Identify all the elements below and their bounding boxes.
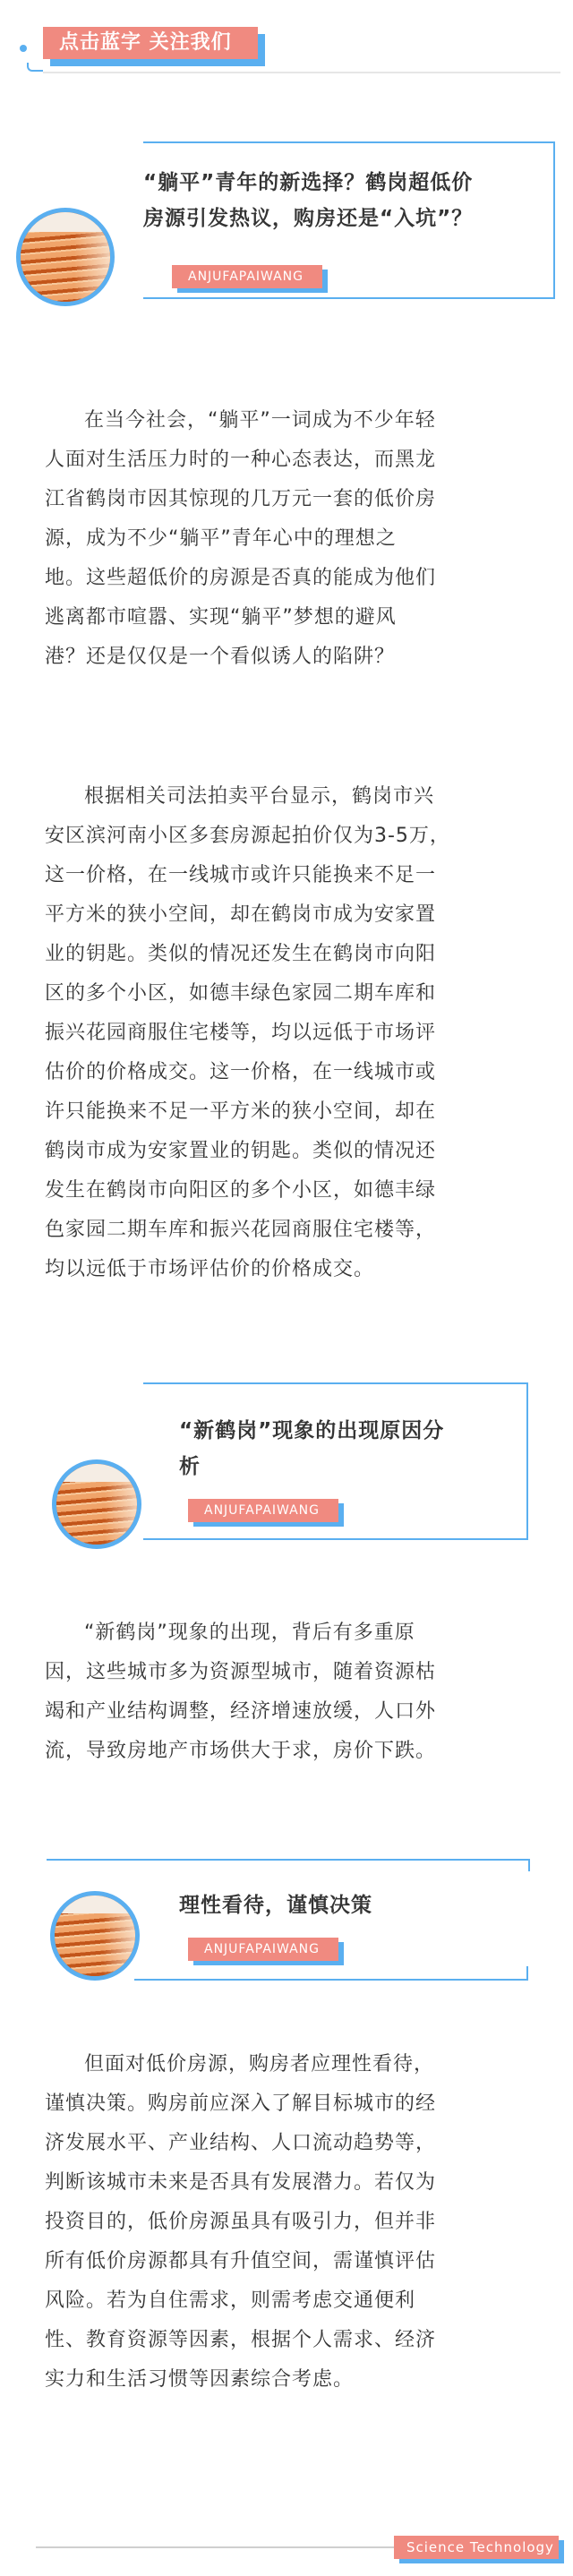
paragraph <box>45 1613 528 1771</box>
paragraph-line: 港？还是仅仅是一个看似诱人的陷阱？ <box>45 646 396 668</box>
paragraph-line: 估价的价格成交。这一价格，在一线城市或 <box>45 1061 437 1083</box>
paragraph-line: 业的钥匙。类似的情况还发生在鹤岗市向阳 <box>45 943 437 965</box>
paragraph-line: 流，导致房地产市场供大于求，房价下跌。 <box>45 1740 437 1762</box>
paragraph-line: 实力和生活习惯等因素综合考虑。 <box>45 2368 355 2391</box>
paragraph-line: 判断该城市未来是否具有发展潜力。若仅为 <box>45 2171 437 2194</box>
section-frame-bottom <box>143 1538 528 1540</box>
paragraph-line: 但面对低价房源，购房者应理性看待， <box>84 2053 435 2075</box>
section-frame-bottom <box>143 297 555 299</box>
section-tag-label: ANJUFAPAIWANG <box>188 1938 338 1961</box>
paragraph-line: 根据相关司法拍卖平台显示，鹤岗市兴 <box>84 785 435 808</box>
footer-tag-label: Science Technology <box>394 2536 559 2559</box>
section-frame-bottom <box>134 1979 528 1981</box>
paragraph-line: 地。这些超低价的房源是否真的能成为他们 <box>45 567 437 589</box>
paragraph-line: 安区滨河南小区多套房源起拍价仅为3-5万， <box>45 825 450 847</box>
paragraph-line: 投资目的，低价房源虽具有吸引力，但并非 <box>45 2211 437 2233</box>
paragraph-line: 色家园二期车库和振兴花园商服住宅楼等， <box>45 1219 437 1241</box>
paragraph-line: 振兴花园商服住宅楼等，均以远低于市场评 <box>45 1022 437 1044</box>
section-tag <box>188 1499 344 1526</box>
section-title-line: 理性看待，谨慎决策 <box>179 1894 372 1917</box>
paragraph-line: 逃离都市喧嚣、实现“躺平”梦想的避风 <box>45 606 397 629</box>
paragraph-line: 这一价格，在一线城市或许只能换来不足一 <box>45 864 437 886</box>
paragraph-line: 区的多个小区，如德丰绿色家园二期车库和 <box>45 982 437 1005</box>
paragraph-line: 许只能换来不足一平方米的狭小空间，却在 <box>45 1100 437 1123</box>
divider <box>43 72 560 73</box>
section-frame-top <box>143 141 555 143</box>
banner-label[interactable]: 点击蓝字 关注我们 <box>43 27 258 59</box>
paragraph-line: 在当今社会，“躺平”一词成为不少年轻 <box>84 409 436 432</box>
section-frame-top <box>143 1382 528 1384</box>
paragraph-line: 谨慎决策。购房前应深入了解目标城市的经 <box>45 2092 437 2115</box>
section-tag <box>188 1938 344 1964</box>
section-avatar <box>16 208 115 306</box>
section-avatar <box>50 1891 140 1981</box>
section-tag-label: ANJUFAPAIWANG <box>172 265 322 288</box>
paragraph-line: 竭和产业结构调整，经济增速放缓，人口外 <box>45 1700 437 1723</box>
section-tag <box>172 265 328 292</box>
section-frame-top <box>47 1859 530 1861</box>
section-title <box>179 1887 519 1923</box>
footer-rule <box>36 2546 394 2548</box>
section-title-line: “躺平”青年的新选择？鹤岗超低价 <box>143 171 474 194</box>
paragraph-line: 平方米的狭小空间，却在鹤岗市成为安家置 <box>45 903 437 926</box>
paragraph <box>45 777 528 1289</box>
section-frame-right <box>553 141 555 299</box>
section-title-line: 析 <box>179 1455 201 1478</box>
section-tag-label: ANJUFAPAIWANG <box>188 1499 338 1522</box>
section-title-line: “新鹤岗”现象的出现原因分 <box>179 1419 445 1442</box>
follow-banner[interactable] <box>43 27 265 66</box>
section-title <box>179 1413 519 1485</box>
decor-line <box>27 63 43 72</box>
section-frame-tick <box>528 1859 530 1871</box>
paragraph-line: 江省鹤岗市因其惊现的几万元一套的低价房 <box>45 488 437 510</box>
paragraph <box>45 2045 528 2400</box>
paragraph-line: 人面对生活压力时的一种心态表达，而黑龙 <box>45 449 437 471</box>
section-frame-right <box>526 1382 528 1540</box>
paragraph-line: 均以远低于市场评估价的价格成交。 <box>45 1258 375 1280</box>
paragraph-line: 所有低价房源都具有升值空间，需谨慎评估 <box>45 2250 437 2272</box>
paragraph-line: 风险。若为自住需求，则需考虑交通便利 <box>45 2289 416 2312</box>
paragraph-line: “新鹤岗”现象的出现，背后有多重原 <box>84 1622 415 1644</box>
paragraph-line: 鹤岗市成为安家置业的钥匙。类似的情况还 <box>45 1140 437 1162</box>
section-title-line: 房源引发热议，购房还是“入坑”？ <box>143 207 474 230</box>
paragraph-line: 因，这些城市多为资源型城市，随着资源枯 <box>45 1661 437 1683</box>
paragraph-line: 发生在鹤岗市向阳区的多个小区，如德丰绿 <box>45 1179 437 1202</box>
footer-tag <box>394 2536 564 2563</box>
section-title <box>143 165 546 236</box>
section-frame-right <box>526 1966 528 1981</box>
paragraph-line: 性、教育资源等因素，根据个人需求、经济 <box>45 2329 437 2351</box>
decor-dot <box>20 45 27 52</box>
section-avatar <box>52 1459 141 1549</box>
paragraph-line: 源，成为不少“躺平”青年心中的理想之 <box>45 527 397 550</box>
paragraph-line: 济发展水平、产业结构、人口流动趋势等， <box>45 2132 437 2154</box>
paragraph <box>45 401 528 677</box>
